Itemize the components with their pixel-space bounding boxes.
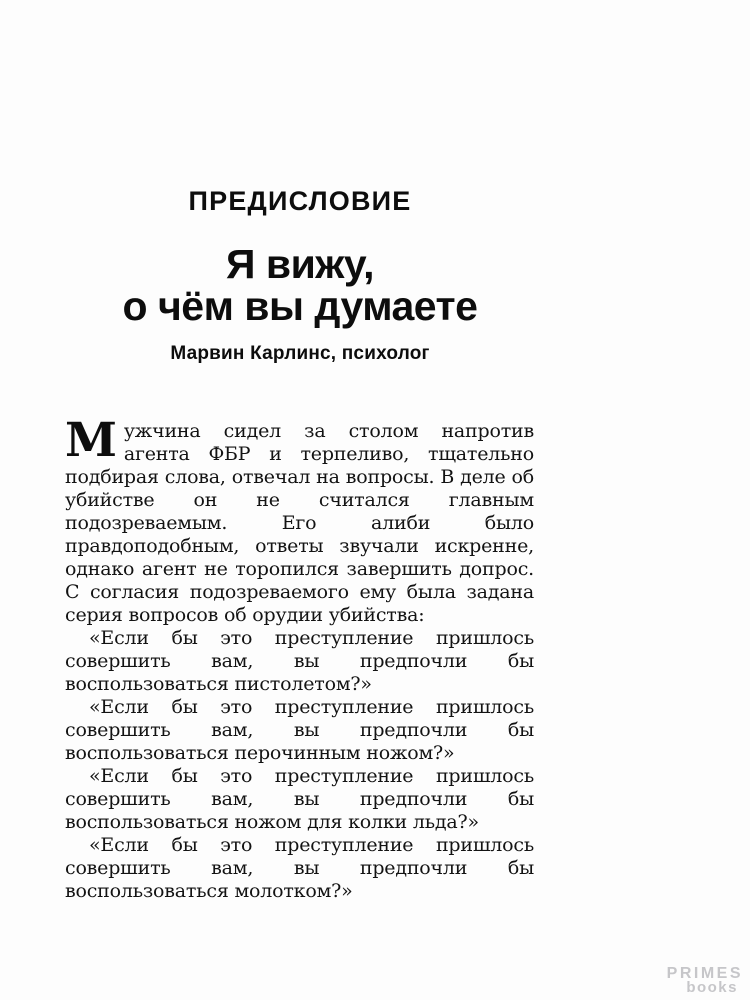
chapter-heading-block	[65, 186, 535, 365]
chapter-title	[65, 243, 535, 327]
opening-paragraph-text: ужчина сидел за столом напротив агента ФБР и терпеливо, тщательно подбирая слова, отвечал на вопросы. В деле об убийстве он не считался главным подозреваемым. Его алиби было правдоподобным, ответы звучали искренне, однако агент не торопился завершить допрос. С согласия подозреваемого ему была задана серия вопросов об орудии убийства:	[65, 420, 534, 626]
publisher-watermark-sub: books	[686, 979, 738, 996]
opening-paragraph	[65, 413, 534, 627]
quote-paragraph-penknife: «Если бы это преступление пришлось совершить вам, вы предпочли бы воспользоваться перочинным ножом?»	[65, 696, 534, 764]
chapter-kicker: ПРЕДИСЛОВИЕ	[188, 186, 412, 216]
chapter-title-line1: Я вижу,	[226, 241, 374, 287]
body-text-column	[65, 413, 534, 903]
publisher-watermark-brand: PRIMES	[666, 965, 743, 982]
quote-paragraph-pistol: «Если бы это преступление пришлось совершить вам, вы предпочли бы воспользоваться пистолетом?»	[65, 627, 534, 695]
quote-paragraph-icepick: «Если бы это преступление пришлось совершить вам, вы предпочли бы воспользоваться ножом для колки льда?»	[65, 765, 534, 833]
chapter-title-line2: о чём вы думаете	[122, 283, 478, 329]
publisher-watermark	[667, 967, 743, 994]
dropcap-letter: М	[65, 413, 117, 468]
author-byline: Марвин Карлинс, психолог	[170, 343, 430, 364]
quote-paragraph-hammer: «Если бы это преступление пришлось совершить вам, вы предпочли бы воспользоваться молотком?»	[65, 834, 534, 902]
